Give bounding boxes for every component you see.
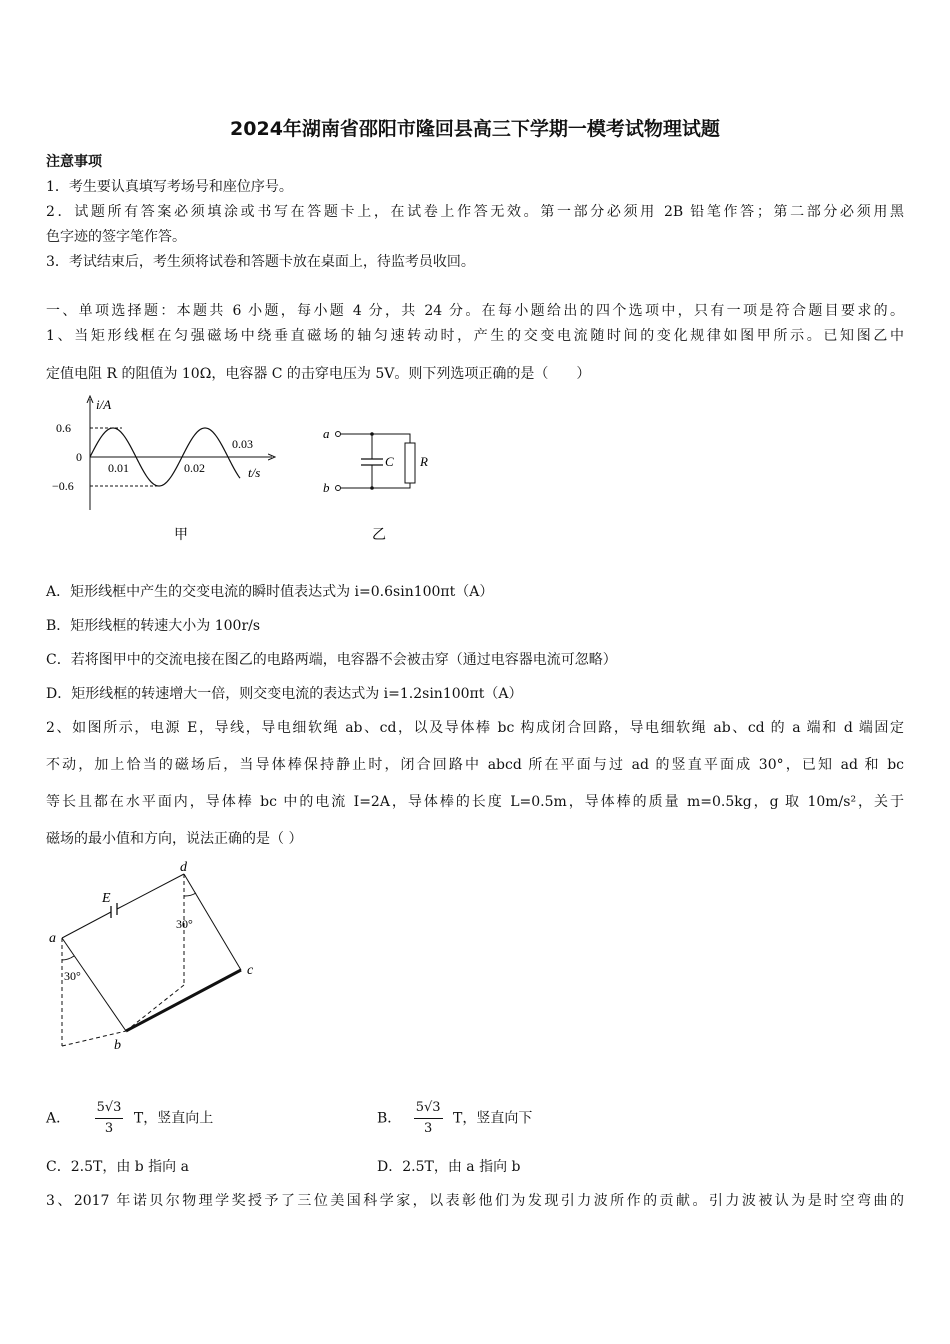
q2-stem: 等长且都在水平面内，导体棒 bc 中的电流 I=2A，导体棒的长度 L=0.5m，导体棒的质量 m=0.5kg，g 取 10m/s²，关于 [46,794,904,810]
caption-jia: 甲 [174,528,188,543]
x-tick-001: 0.01 [108,461,129,475]
q2-stem: 磁场的最小值和方向，说法正确的是（ ） [46,831,303,847]
label-C: C [385,454,394,469]
terminal-a: a [323,426,330,441]
notice-item: 3．考试结束后，考生须将试卷和答题卡放在桌面上，待监考员收回。 [46,254,475,270]
notice-item: 色字迹的签字笔作答。 [46,229,186,245]
x-tick-003: 0.03 [232,437,253,451]
q2-option-a: A． $\frac{5√3}{3}$ T，竖直向上 [46,1098,213,1139]
notice-item: 1．考生要认真填写考场号和座位序号。 [46,179,293,195]
fraction: $\frac{5√3}{3}$ [415,1100,441,1136]
label-R: R [420,454,428,469]
q2-stem: 不动，加上恰当的磁场后，当导体棒保持静止时，闭合回路中 abcd 所在平面与过 ad 的竖直平面成 30°，已知 ad 和 bc [46,757,904,773]
x-label: t/s [248,465,261,480]
caption-yi: 乙 [372,528,386,543]
q1-option-b: B．矩形线框的转速大小为 100r/s [46,618,261,634]
fraction: $\frac{5√3}{3}$ [96,1100,122,1136]
q2-option-c: C．2.5T，由 b 指向 a [46,1159,189,1175]
y-tick-top: 0.6 [56,421,71,435]
figure-yi [315,410,445,545]
terminal-b: b [323,480,330,495]
q1-stem: 定值电阻 R 的阻值为 10Ω，电容器 C 的击穿电压为 5V。则下列选项正确的是（ ） [46,366,591,382]
q2-option-b: B． $\frac{5√3}{3}$ T，竖直向下 [377,1098,532,1139]
label-c: c [247,963,254,978]
label-b: b [114,1038,121,1053]
q1-stem: 1、当矩形线框在匀强磁场中绕垂直磁场的轴匀速转动时，产生的交变电流随时间的变化规律如图甲所示。已知图乙中 [46,328,904,344]
resistor [405,443,415,483]
section-heading: 一、单项选择题：本题共 6 小题，每小题 4 分，共 24 分。在每小题给出的四个选项中，只有一项是符合题目要求的。 [46,303,904,319]
page-title: 2024年湖南省邵阳市隆回县高三下学期一模考试物理试题 [230,118,720,140]
x-tick-002: 0.02 [184,461,205,475]
notice-item: 2．试题所有答案必须填涂或书写在答题卡上，在试卷上作答无效。第一部分必须用 2B 铅笔作答；第二部分必须用黑 [46,204,904,220]
q1-option-a: A．矩形线框中产生的交变电流的瞬时值表达式为 i=0.6sin100πt（A） [46,584,494,600]
notice-heading: 注意事项 [46,154,102,170]
label-a: a [49,931,56,946]
label-d: d [180,860,187,875]
q3-stem: 3、2017 年诺贝尔物理学奖授予了三位美国科学家，以表彰他们为发现引力波所作的贡献。引力波被认为是时空弯曲的 [46,1193,904,1209]
q1-option-d: D．矩形线框的转速增大一倍，则交变电流的表达式为 i=1.2sin100πt（A） [46,686,523,702]
label-E: E [102,891,111,906]
y-tick-bottom: −0.6 [52,479,74,493]
q2-option-d: D．2.5T，由 a 指向 b [377,1159,521,1175]
q1-option-c: C．若将图甲中的交流电接在图乙的电路两端，电容器不会被击穿（通过电容器电流可忽略） [46,652,617,668]
y-tick-zero: 0 [76,450,82,464]
q2-stem: 2、如图所示，电源 E，导线，导电细软绳 ab、cd，以及导体棒 bc 构成闭合回路，导电细软绳 ab、cd 的 a 端和 d 端固定 [46,720,904,736]
y-label: i/A [96,397,112,412]
angle-at-d: 30° [176,917,193,931]
angle-at-a: 30° [64,969,81,983]
figure-q2 [44,860,274,1055]
figure-jia [50,395,280,545]
